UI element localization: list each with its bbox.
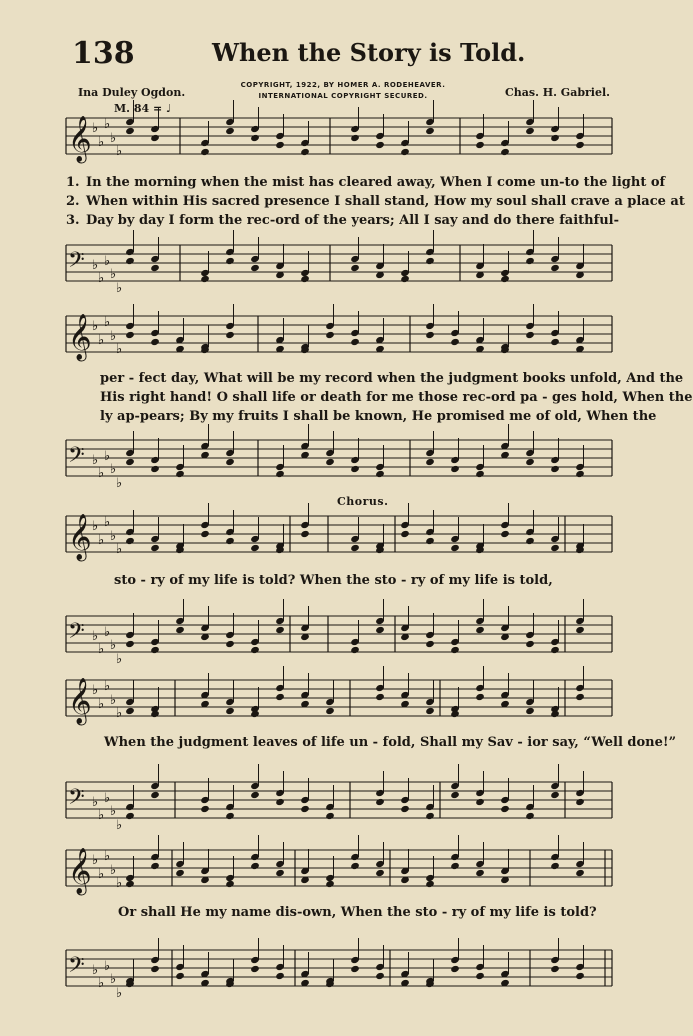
treble-staff — [0, 670, 640, 730]
svg-text:♭: ♭ — [104, 959, 111, 974]
svg-text:♭: ♭ — [104, 254, 111, 269]
chorus-line-2: When the judgment leaves of life un - fold, Shall my Sav - ior say, “Well done!” — [104, 735, 677, 750]
svg-text:♭: ♭ — [104, 791, 111, 806]
svg-text:♭: ♭ — [92, 853, 99, 868]
svg-text:♭: ♭ — [110, 863, 117, 878]
svg-text:♭: ♭ — [92, 453, 99, 468]
svg-text:𝄞: 𝄞 — [68, 116, 92, 162]
svg-text:𝄢: 𝄢 — [68, 248, 85, 278]
verse-1-line — [66, 175, 666, 190]
svg-text:♭: ♭ — [116, 342, 123, 357]
lyric-text: Day by day I form the rec-ord of the years; All I say and do there faithful- — [86, 213, 619, 228]
svg-text:♭: ♭ — [92, 319, 99, 334]
svg-text:♭: ♭ — [92, 629, 99, 644]
svg-text:♭: ♭ — [116, 706, 123, 721]
svg-text:𝄞: 𝄞 — [68, 314, 92, 360]
treble-staff — [0, 108, 640, 168]
svg-text:♭: ♭ — [92, 519, 99, 534]
hymn-title: When the Story is Told. — [212, 38, 526, 67]
copyright-line-2: INTERNATIONAL COPYRIGHT SECURED. — [258, 92, 428, 100]
chorus-label: Chorus. — [337, 495, 389, 508]
svg-text:♭: ♭ — [110, 329, 117, 344]
svg-text:♭: ♭ — [98, 642, 105, 657]
svg-text:♭: ♭ — [98, 867, 105, 882]
treble-staff — [0, 840, 640, 900]
svg-text:♭: ♭ — [110, 131, 117, 146]
svg-text:♭: ♭ — [116, 986, 123, 1001]
svg-text:♭: ♭ — [110, 638, 117, 653]
tempo-marking: M. 84 = ♩ — [114, 102, 172, 115]
svg-text:♭: ♭ — [110, 693, 117, 708]
treble-staff — [0, 306, 640, 366]
chorus-line-3: Or shall He my name dis-own, When the sto - ry of my life is told? — [118, 905, 597, 920]
svg-text:♭: ♭ — [104, 449, 111, 464]
svg-text:♭: ♭ — [98, 533, 105, 548]
svg-text:♭: ♭ — [98, 135, 105, 150]
svg-text:𝄢: 𝄢 — [68, 619, 85, 649]
bass-staff — [0, 940, 640, 1000]
svg-text:♭: ♭ — [92, 683, 99, 698]
author-credit: Ina Duley Ogdon. — [78, 86, 186, 99]
svg-text:♭: ♭ — [110, 462, 117, 477]
svg-text:♭: ♭ — [104, 315, 111, 330]
svg-text:♭: ♭ — [116, 281, 123, 296]
bass-staff — [0, 430, 640, 490]
svg-text:𝄢: 𝄢 — [68, 953, 85, 983]
svg-text:♭: ♭ — [98, 808, 105, 823]
verse-3-continuation: ly ap-pears; By my fruits I shall be known, He promised me of old, When the — [100, 409, 657, 424]
svg-text:♭: ♭ — [116, 542, 123, 557]
bass-staff — [0, 606, 640, 666]
verse-1-continuation: per - fect day, What will be my record when the judgment books unfold, And the — [100, 371, 684, 386]
svg-text:♭: ♭ — [116, 652, 123, 667]
svg-text:♭: ♭ — [104, 117, 111, 132]
svg-text:♭: ♭ — [116, 818, 123, 833]
svg-text:𝄞: 𝄞 — [68, 514, 92, 560]
svg-text:♭: ♭ — [92, 963, 99, 978]
svg-text:♭: ♭ — [110, 529, 117, 544]
svg-text:♭: ♭ — [98, 333, 105, 348]
chorus-line-1: sto - ry of my life is told? When the sto - ry of my life is told, — [114, 573, 553, 588]
lyric-text: When within His sacred presence I shall stand, How my soul shall crave a place at — [86, 194, 685, 209]
svg-text:♭: ♭ — [104, 849, 111, 864]
svg-text:♭: ♭ — [110, 804, 117, 819]
verse-number: 3. — [66, 213, 80, 228]
svg-text:♭: ♭ — [110, 972, 117, 987]
svg-text:♭: ♭ — [104, 679, 111, 694]
svg-text:♭: ♭ — [98, 697, 105, 712]
composer-credit: Chas. H. Gabriel. — [505, 86, 610, 99]
svg-text:♭: ♭ — [92, 121, 99, 136]
svg-text:♭: ♭ — [116, 876, 123, 891]
treble-staff — [0, 506, 640, 566]
svg-text:𝄢: 𝄢 — [68, 785, 85, 815]
svg-text:𝄢: 𝄢 — [68, 443, 85, 473]
lyric-text: In the morning when the mist has cleared away, When I come un-to the light of — [86, 175, 666, 190]
verse-2-line — [66, 194, 685, 209]
svg-text:♭: ♭ — [92, 258, 99, 273]
svg-text:♭: ♭ — [98, 466, 105, 481]
bass-staff — [0, 772, 640, 832]
verse-number: 1. — [66, 175, 80, 190]
svg-text:♭: ♭ — [104, 515, 111, 530]
bass-staff — [0, 235, 640, 295]
svg-text:♭: ♭ — [98, 271, 105, 286]
svg-text:𝄞: 𝄞 — [68, 848, 92, 894]
copyright-notice — [228, 80, 458, 102]
svg-text:♭: ♭ — [98, 976, 105, 991]
svg-text:♭: ♭ — [110, 267, 117, 282]
svg-text:♭: ♭ — [116, 476, 123, 491]
svg-text:♭: ♭ — [116, 144, 123, 159]
verse-2-continuation: His right hand! O shall life or death for me those rec-ord pa - ges hold, When the — [100, 390, 693, 405]
hymn-number: 138 — [72, 36, 135, 71]
copyright-line-1: COPYRIGHT, 1922, BY HOMER A. RODEHEAVER. — [240, 81, 446, 89]
svg-text:♭: ♭ — [92, 795, 99, 810]
svg-text:𝄞: 𝄞 — [68, 678, 92, 724]
verse-number: 2. — [66, 194, 80, 209]
svg-text:♭: ♭ — [104, 625, 111, 640]
verse-3-line — [66, 213, 619, 228]
